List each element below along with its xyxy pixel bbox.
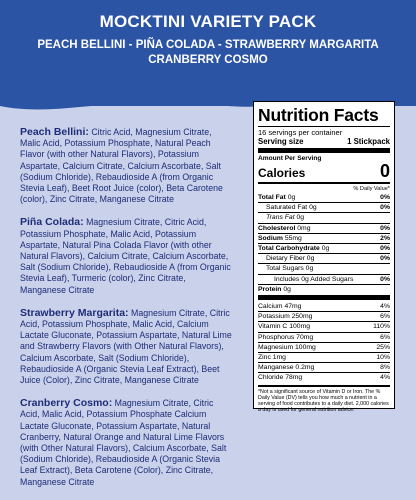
nutrient-amount: 0g: [287, 194, 296, 201]
nutrient-dv: 8%: [380, 364, 390, 372]
nutrient-label: Potassium: [258, 313, 290, 321]
daily-value-header: % Daily Value*: [353, 186, 390, 192]
serving-size-row: [258, 137, 390, 146]
nutrient-amount: 0g: [306, 255, 315, 263]
nutrient-row: [258, 274, 390, 284]
nutrient-dv: 4%: [380, 374, 390, 382]
calories-row: [258, 162, 390, 180]
nutrient-dv: 0%: [380, 245, 390, 253]
nutrient-row: [258, 243, 390, 253]
nutrient-dv: 6%: [380, 313, 390, 321]
nutrient-label: Cholesterol: [258, 224, 296, 232]
nutrient-dv: 0%: [380, 194, 390, 201]
nutrient-row: [258, 372, 390, 382]
ingredient-paragraph: [20, 308, 232, 386]
nutrient-amount: 0g: [321, 245, 330, 253]
nutrient-amount: 0g: [296, 214, 305, 222]
nutrition-facts-panel: [253, 101, 395, 414]
serving-size-label: Serving size: [258, 137, 304, 146]
nutrient-label: Protein: [258, 285, 282, 293]
nutrient-label: Dietary Fiber: [266, 255, 305, 263]
nutrient-label: Magnesium: [258, 343, 294, 351]
ingredient-paragraph: [20, 398, 232, 488]
nutrient-dv: 2%: [380, 234, 390, 242]
nutrient-row: [258, 362, 390, 372]
nutrient-row: [258, 253, 390, 263]
calories-value: 0: [379, 161, 390, 181]
nutrient-row: [258, 352, 390, 362]
servings-per-container: 16 servings per container: [258, 128, 343, 137]
nutrient-dv: 0%: [380, 275, 390, 283]
nutrient-row: [258, 342, 390, 352]
flavor-name: Peach Bellini:: [20, 126, 89, 138]
nutrient-amount: 70mg: [296, 333, 314, 341]
nutrient-label: Total Carbohydrate: [258, 245, 320, 253]
serving-size-value: 1 Stickpack: [347, 137, 390, 146]
nutrient-row: [258, 332, 390, 342]
nutrient-label: Trans Fat: [266, 214, 295, 222]
nutrient-label: Includes 0g Added Sugars: [274, 275, 354, 283]
ingredient-text: Magnesium Citrate, Citric Acid, Potassium Phosphate, Malic Acid, Calcium Lactate Gluconate, Potassium Aspartate, Natural Lime and Strawberry Flavors (with Other Natural Flavors), Calcium Ascorbate, Salt (Sodium Chloride), Rebaudioside A (Organic Stevia Leaf Extract), Beet Juice (Color), Zinc Citrate, Manganese Citrate: [20, 307, 232, 386]
nutrient-row: [258, 233, 390, 243]
product-title: MOCKTINI VARIETY PACK: [99, 12, 317, 31]
nutrient-dv: 110%: [373, 323, 390, 331]
nutrient-amount: 100mg: [289, 323, 311, 331]
nutrient-label: Chloride: [258, 374, 284, 382]
flavor-list-2: CRANBERRY COSMO: [148, 54, 268, 66]
nutrient-row: [258, 321, 390, 331]
flavor-list: PEACH BELLINI - PIÑA COLADA - STRAWBERRY MARGARITA: [37, 39, 379, 51]
calories-label: Calories: [258, 166, 306, 180]
nutrient-amount: 0g: [309, 204, 317, 212]
nutrient-dv: 10%: [376, 354, 390, 362]
nutrient-row: [258, 202, 390, 212]
nutrient-label: Sodium: [258, 234, 283, 242]
nutrient-row: [258, 193, 390, 202]
nutrient-dv: 25%: [376, 343, 390, 351]
nutrient-label: Total Sugars: [266, 265, 304, 273]
nutrient-dv: 0%: [380, 255, 390, 263]
nutrient-label: Vitamin C: [258, 323, 288, 331]
nutrient-amount: 250mg: [291, 313, 313, 321]
flavor-name: Piña Colada:: [20, 216, 84, 229]
nutrient-amount: 0g: [305, 265, 314, 273]
nutrient-row: [258, 311, 390, 321]
nutrient-label: Saturated Fat: [266, 204, 308, 212]
nutrient-amount: 1mg: [272, 354, 286, 362]
ingredient-text: Magnesium Citrate, Citric Acid, Potassium Phosphate, Malic Acid, Potassium Aspartate, Natural Pina Colada Flavor (with other Natural Flavors), Calcium Citrate, Calcium Ascorbate, Salt (Sodium Chloride), Rebaudioside A (from Organic Stevia Leaf), Turmeric (color), Zinc Citrate, Manganese Citrate: [20, 217, 231, 295]
nutrient-row: [258, 263, 390, 273]
nutrient-label: Total Fat: [258, 194, 286, 201]
nutrient-amount: 55mg: [284, 234, 302, 242]
nutrient-amount: 100mg: [295, 343, 316, 351]
ingredient-text: Magnesium Citrate, Citric Acid, Malic Acid, Potassium Phosphate Calcium Lactate Gluconate, Potassium Aspartate, Natural Cranberry, Natural Orange and Natural Lime Flavors (with Other Natural Flavors), Calcium Ascorbate, Salt (Sodium Chloride), Rebaudioside A (Organic Stevia Leaf Extract), Beta Carotene (Color), Zinc Citrate, Manganese Citrate: [20, 398, 227, 487]
nutrient-amount: 78mg: [285, 374, 303, 382]
nutrient-dv: 6%: [380, 333, 390, 341]
mineral-rows: [258, 302, 390, 383]
nutrient-label: Manganese: [258, 364, 294, 372]
nutrient-label: Calcium: [258, 303, 283, 311]
flavor-name: Cranberry Cosmo:: [20, 397, 113, 410]
nutrient-label: Phosphorus: [258, 333, 295, 341]
nutrient-rows: [258, 193, 390, 294]
ingredients-list: [20, 127, 232, 500]
flavor-name: Strawberry Margarita:: [20, 306, 129, 319]
ingredient-text: Citric Acid, Magnesium Citrate, Malic Acid, Potassium Phosphate, Natural Peach Flavor (with other Natural Flavors), Potassium Aspartate, Calcium Citrate, Calcium Ascorbate, Salt (Sodium Chloride), Rebaudioside A (from Organic Stevia Leaf), Beet Root Juice (color), Beta Carotene (color), Zinc Citrate, Manganese Citrate: [20, 127, 223, 205]
nutrient-amount: 0g: [283, 285, 291, 293]
nutrient-row: [258, 212, 390, 222]
footnote: *Not a significant source of Vitamin D or Iron. The % Daily Value (DV) tells you how much a nutrient in a serving of food contributes to a daily diet. 2,000 calories a day is used for general nutrition advice.: [258, 388, 389, 414]
nutrient-amount: 47mg: [284, 303, 302, 311]
nutrient-row: [258, 302, 390, 311]
amount-per-serving: Amount Per Serving: [258, 155, 322, 162]
nutrient-amount: 0mg: [297, 224, 311, 232]
ingredient-paragraph: [20, 217, 232, 295]
nutrient-dv: 0%: [380, 224, 390, 232]
nutrient-dv: 4%: [380, 303, 390, 311]
nutrition-facts-title: Nutrition Facts: [258, 105, 379, 125]
nutrient-row: [258, 284, 390, 294]
nutrient-row: [258, 223, 390, 233]
nutrient-dv: 0%: [380, 204, 390, 212]
ingredient-paragraph: [20, 127, 232, 205]
nutrient-label: Zinc: [258, 354, 271, 362]
nutrient-amount: 0.2mg: [295, 364, 315, 372]
